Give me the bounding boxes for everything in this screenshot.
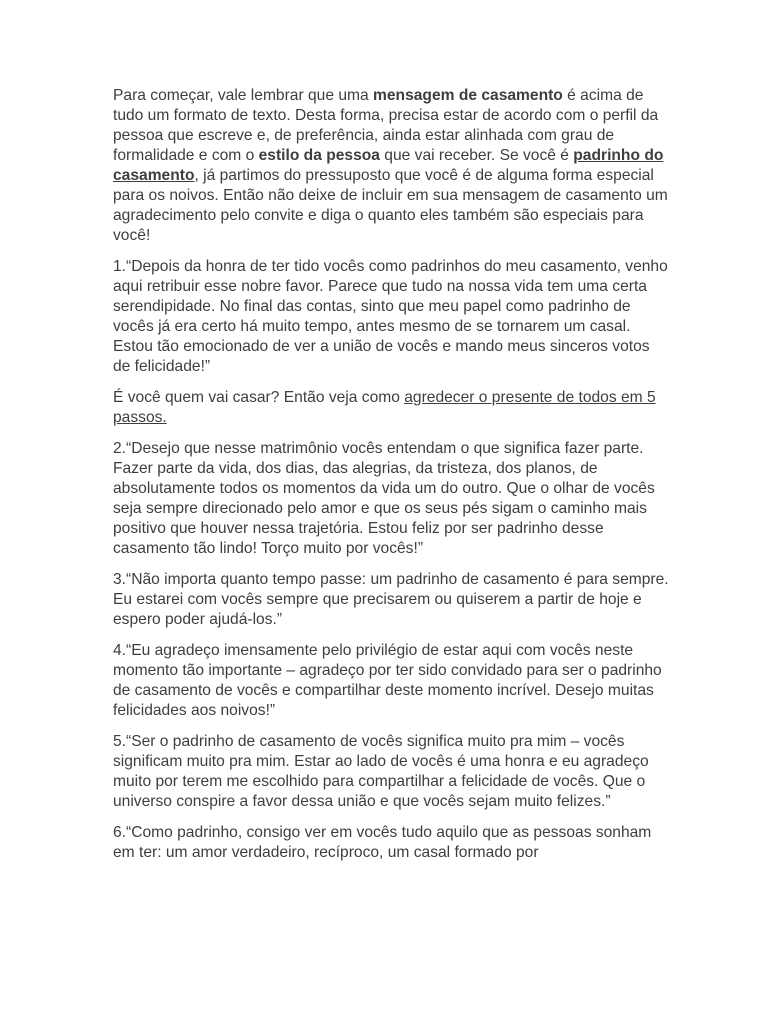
text-run: 5.“Ser o padrinho de casamento de vocês significa muito pra mim – vocês significam muito pra mim. Estar ao lado de vocês é uma honra e eu agradeço muito por terem me escolhido para compartilhar a felicidade de vocês. Que o universo conspire a favor dessa união e que vocês sejam muito felizes.”	[113, 733, 649, 810]
text-run: 2.“Desejo que nesse matrimônio vocês entendam o que significa fazer parte. Fazer parte da vida, dos dias, das alegrias, da tristeza, dos planos, de absolutamente todos os momentos da vida um do outro. Que o olhar de vocês seja sempre direcionado pelo amor e que os seus pés sigam o caminho mais positivo que houver nessa trajetória. Estou feliz por ser padrinho desse casamento tão lindo! Torço muito por vocês!”	[113, 440, 655, 557]
text-run: Para começar, vale lembrar que uma	[113, 87, 374, 104]
text-run: 3.“Não importa quanto tempo passe: um padrinho de casamento é para sempre. Eu estarei com vocês sempre que precisarem ou quiserem a partir de hoje e espero poder ajudá-los.”	[113, 571, 669, 628]
text-run: , já partimos do pressuposto que você é de alguma forma especial para os noivos. Então não deixe de incluir em sua mensagem de casamento um agradecimento pelo convite e diga o quanto eles também são especiais para você!	[113, 167, 668, 244]
document-content	[113, 86, 669, 863]
message-3-paragraph	[113, 570, 669, 630]
text-run: estilo da pessoa	[258, 147, 380, 164]
agradecer-presente-link[interactable]: agredecer o presente de todos em 5 passos.	[113, 389, 656, 426]
text-run: É você quem vai casar? Então veja como	[113, 389, 405, 406]
text-run: que vai receber. Se você é	[379, 147, 574, 164]
text-run: 4.“Eu agradeço imensamente pelo privilégio de estar aqui com vocês neste momento tão importante – agradeço por ter sido convidado para ser o padrinho de casamento de vocês e compartilhar deste momento incrível. Desejo muitas felicidades aos noivos!”	[113, 642, 662, 719]
message-5-paragraph	[113, 732, 669, 812]
document-page	[113, 86, 669, 874]
message-2-paragraph	[113, 439, 669, 559]
text-run: 1.“Depois da honra de ter tido vocês como padrinhos do meu casamento, venho aqui retribuir esse nobre favor. Parece que tudo na nossa vida tem uma certa serendipidade. No final das contas, sinto que meu papel como padrinho de vocês já era certo há muito tempo, antes mesmo de se tornarem um casal. Estou tão emocionado de ver a união de vocês e mando meus sinceros votos de felicidade!”	[113, 258, 668, 375]
intro-paragraph	[113, 86, 669, 246]
text-run: mensagem de casamento	[373, 87, 563, 104]
text-run: 6.“Como padrinho, consigo ver em vocês tudo aquilo que as pessoas sonham em ter: um amor verdadeiro, recíproco, um casal formado por	[113, 824, 652, 861]
message-6-paragraph	[113, 823, 669, 863]
message-1-paragraph	[113, 257, 669, 377]
padrinho-do-casamento-link[interactable]: padrinho do casamento	[113, 147, 664, 184]
message-4-paragraph	[113, 641, 669, 721]
cta-paragraph	[113, 388, 669, 428]
text-run: é acima de tudo um formato de texto. Desta forma, precisa estar de acordo com o perfil da pessoa que escreve e, de preferência, ainda estar alinhada com grau de formalidade e com o	[113, 87, 659, 164]
